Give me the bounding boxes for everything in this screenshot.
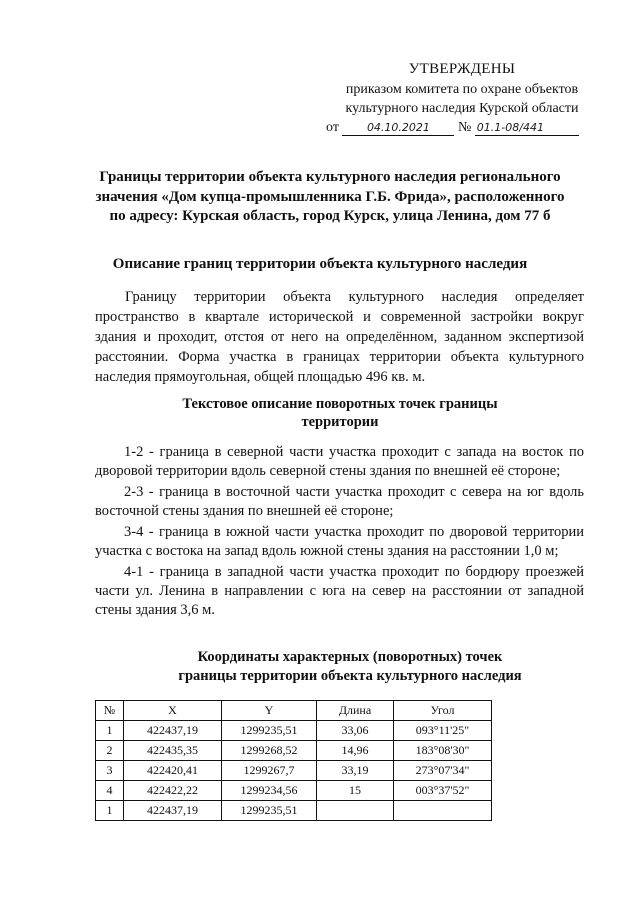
column-header-angle: Угол — [394, 701, 492, 721]
approval-signature-line — [326, 118, 612, 137]
table-cell: 422420,41 — [124, 761, 222, 781]
handwritten-date: 04.10.2021 — [342, 122, 454, 136]
column-header-number: № — [96, 701, 124, 721]
table-cell — [394, 801, 492, 821]
coordinates-heading-line-2: границы территории объекта культурного наследия — [178, 668, 522, 684]
table-row — [96, 721, 492, 741]
handwritten-number: 01.1-08/441 — [475, 122, 579, 136]
table-cell: 422437,19 — [124, 801, 222, 821]
coordinates-heading — [100, 648, 600, 686]
table-cell: 1299268,52 — [222, 741, 317, 761]
turning-points-heading-line-1: Текстовое описание поворотных точек границы — [182, 396, 498, 412]
table-cell: 422435,35 — [124, 741, 222, 761]
table-cell — [317, 801, 394, 821]
turning-point-item: 3-4 - граница в южной части участка проходит по дворовой территории участка с востока на запад вдоль южной стены здания на расстоянии 1,0 м; — [95, 524, 584, 559]
table-row — [96, 781, 492, 801]
column-header-x: X — [124, 701, 222, 721]
table-cell: 1 — [96, 721, 124, 741]
number-prefix: № — [457, 120, 472, 135]
description-heading: Описание границ территории объекта культурного наследия — [112, 256, 528, 272]
turning-points-heading-line-2: территории — [301, 414, 379, 430]
document-title — [80, 168, 580, 227]
description-paragraph — [95, 287, 584, 387]
column-header-y: Y — [222, 701, 317, 721]
coordinates-table — [95, 700, 492, 821]
description-text: Границу территории объекта культурного наследия определяет пространство в квартале исторической и современной застройки вокруг здания и проходит, отстоя от него на определённом, заданном экспертизой расстоянии. Форма участка в границах территории объекта культурного наследия прямоугольная, общей площадью 496 кв. м. — [95, 289, 584, 385]
table-cell: 4 — [96, 781, 124, 801]
table-cell: 33,19 — [317, 761, 394, 781]
table-cell: 422437,19 — [124, 721, 222, 741]
title-line-3: по адресу: Курская область, город Курск, улица Ленина, дом 77 б — [109, 208, 551, 224]
column-header-length: Длина — [317, 701, 394, 721]
table-cell: 003°37'52" — [394, 781, 492, 801]
approval-heading: УТВЕРЖДЕНЫ — [408, 61, 516, 77]
table-row — [96, 801, 492, 821]
table-cell: 1299267,7 — [222, 761, 317, 781]
table-cell: 1299235,51 — [222, 721, 317, 741]
table-cell: 093°11'25" — [394, 721, 492, 741]
table-row — [96, 761, 492, 781]
turning-points-list — [95, 443, 584, 622]
approval-line-1: приказом комитета по охране объектов — [345, 82, 579, 97]
table-cell: 273°07'34" — [394, 761, 492, 781]
turning-points-heading — [120, 395, 560, 431]
title-line-1: Границы территории объекта культурного наследия регионального — [99, 169, 561, 185]
table-cell: 1299234,56 — [222, 781, 317, 801]
turning-point-item: 2-3 - граница в восточной части участка проходит с севера на юг вдоль восточной стены здания по внешней её стороне; — [95, 484, 584, 519]
turning-point-item: 1-2 - граница в северной части участка проходит с запада на восток по дворовой территории вдоль северной стены здания по внешней её стороне; — [95, 444, 584, 479]
turning-point-item: 4-1 - граница в западной части участка проходит по бордюру проезжей части ул. Ленина в направлении с юга на север на расстоянии от западной стены здания 3,6 м. — [95, 564, 584, 618]
table-cell: 2 — [96, 741, 124, 761]
table-cell: 33,06 — [317, 721, 394, 741]
table-cell: 14,96 — [317, 741, 394, 761]
table-cell: 1 — [96, 801, 124, 821]
table-cell: 3 — [96, 761, 124, 781]
table-header-row — [96, 701, 492, 721]
table-cell: 15 — [317, 781, 394, 801]
table-cell: 183°08'30" — [394, 741, 492, 761]
table-cell: 1299235,51 — [222, 801, 317, 821]
approval-block — [312, 60, 612, 137]
date-prefix: от — [326, 120, 339, 135]
table-row — [96, 741, 492, 761]
coordinates-heading-line-1: Координаты характерных (поворотных) точек — [197, 649, 503, 665]
title-line-2: значения «Дом купца-промышленника Г.Б. Фрида», расположенного — [95, 188, 565, 205]
table-cell: 422422,22 — [124, 781, 222, 801]
approval-line-2: культурного наследия Курской области — [345, 101, 579, 116]
